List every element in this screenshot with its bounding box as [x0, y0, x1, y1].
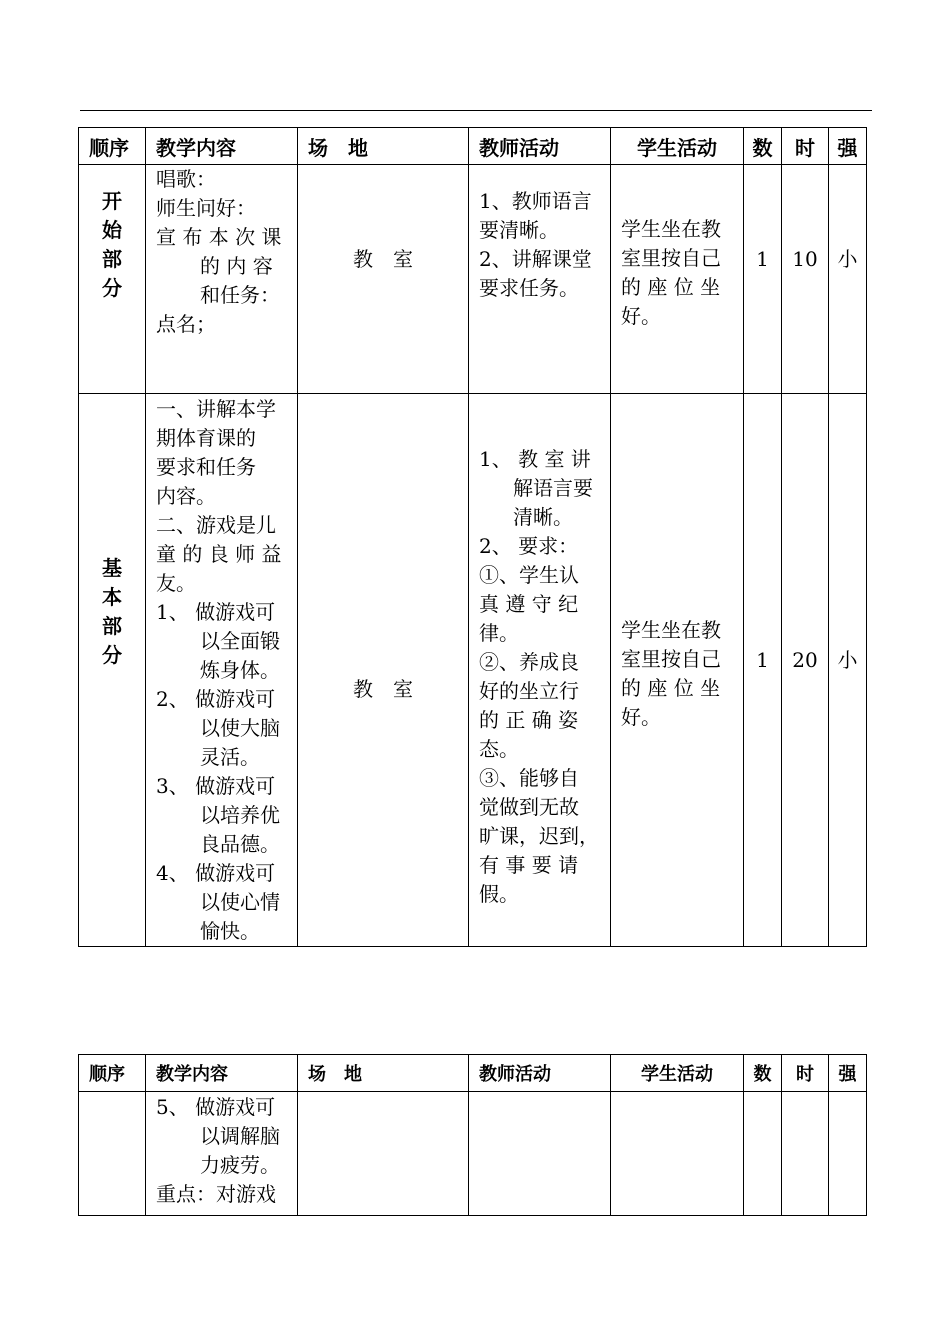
header-order: 顺序 — [79, 128, 146, 165]
content-cell: 一、讲解本学 期体育课的 要求和任务 内容。 二、游戏是儿 童 的 良 师 益 友。 1、 做游戏可 以全面锻 炼身体。 2、 做游戏可 以使大脑 灵活。 3、 做游戏可 以培养优 良品德。 4、 做游戏可 以使心情 愉快。 — [146, 394, 298, 947]
content-cell: 唱歌： 师生问好： 宣 布 本 次 课 的 内 容 和任务： 点名； — [146, 165, 298, 394]
time-cell: 10 — [782, 165, 829, 394]
table-row — [79, 165, 867, 394]
lesson-plan-table-continued — [78, 1054, 867, 1216]
venue-cell — [298, 1092, 469, 1216]
count-cell — [744, 1092, 782, 1216]
header-time: 时 — [782, 128, 829, 165]
header-intensity: 强 — [829, 128, 867, 165]
header-row — [79, 128, 867, 165]
section-start: 开 始 部 分 — [79, 165, 146, 394]
table-row — [79, 394, 867, 947]
intensity-cell — [829, 1092, 867, 1216]
header-venue: 场 地 — [298, 1055, 469, 1092]
venue-cell: 教 室 — [298, 165, 469, 394]
intensity-cell: 小 — [829, 394, 867, 947]
content-cell: 5、 做游戏可 以调解脑 力疲劳。 重点：对游戏 — [146, 1092, 298, 1216]
intensity-cell: 小 — [829, 165, 867, 394]
teacher-cell: 1、 教 室 讲 解语言要 清晰。 2、 要求： ①、学生认 真 遵 守 纪 律。 ②、养成良 好的坐立行 的 正 确 姿 态。 ③、能够自 觉做到无故 旷课，迟到， 有 事 要 请 假。 — [469, 394, 611, 947]
count-cell: 1 — [744, 394, 782, 947]
header-count: 数 — [744, 1055, 782, 1092]
top-rule — [80, 110, 872, 111]
table-row — [79, 1092, 867, 1216]
header-student: 学生活动 — [611, 1055, 744, 1092]
student-cell: 学生坐在教 室里按自己 的 座 位 坐 好。 — [611, 165, 744, 394]
header-content: 教学内容 — [146, 1055, 298, 1092]
header-time: 时 — [782, 1055, 829, 1092]
header-venue: 场 地 — [298, 128, 469, 165]
student-cell: 学生坐在教 室里按自己 的 座 位 坐 好。 — [611, 394, 744, 947]
count-cell: 1 — [744, 165, 782, 394]
lesson-plan-table — [78, 127, 867, 947]
header-content: 教学内容 — [146, 128, 298, 165]
header-order: 顺序 — [79, 1055, 146, 1092]
time-cell — [782, 1092, 829, 1216]
teacher-cell: 1、教师语言 要清晰。 2、讲解课堂 要求任务。 — [469, 165, 611, 394]
teacher-cell — [469, 1092, 611, 1216]
student-cell — [611, 1092, 744, 1216]
section-basic: 基 本 部 分 — [79, 394, 146, 947]
header-count: 数 — [744, 128, 782, 165]
header-student: 学生活动 — [611, 128, 744, 165]
header-teacher: 教师活动 — [469, 1055, 611, 1092]
time-cell: 20 — [782, 394, 829, 947]
header-intensity: 强 — [829, 1055, 867, 1092]
venue-cell: 教 室 — [298, 394, 469, 947]
header-teacher: 教师活动 — [469, 128, 611, 165]
section-cell — [79, 1092, 146, 1216]
header-row — [79, 1055, 867, 1092]
